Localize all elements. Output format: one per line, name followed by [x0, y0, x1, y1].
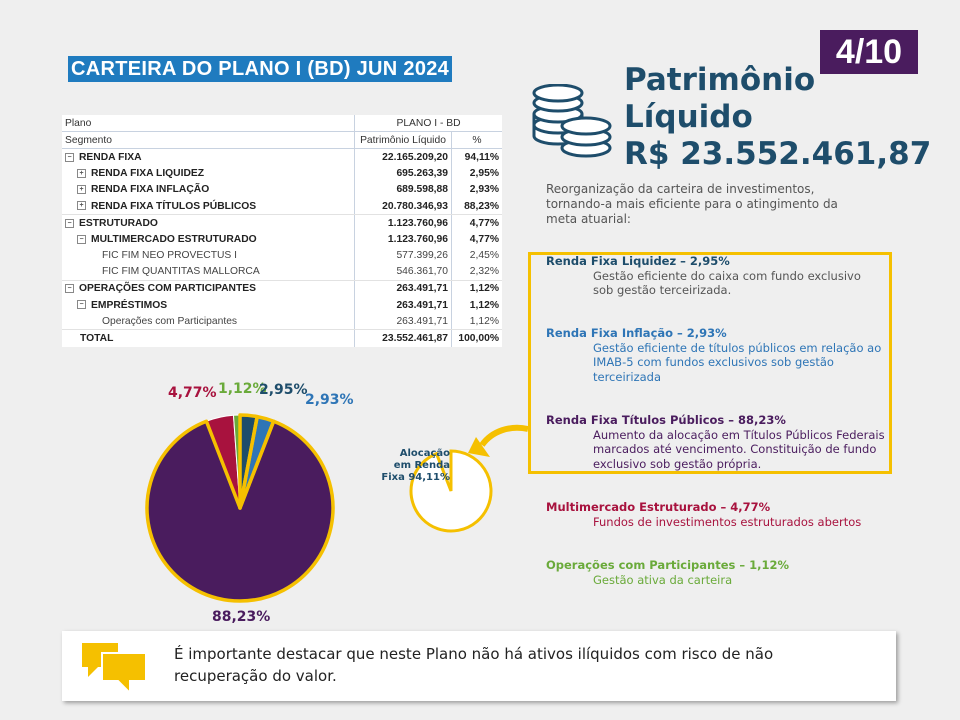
table-row[interactable]: [62, 280, 502, 297]
pie-label-titulos-publicos: 88,23%: [212, 609, 271, 625]
row-label: EMPRÉSTIMOS: [91, 299, 168, 311]
note-callout: [62, 631, 896, 701]
row-label: OPERAÇÕES COM PARTICIPANTES: [79, 283, 256, 295]
item-operacoes-participantes: [546, 558, 892, 587]
allocation-pie-chart: [140, 400, 340, 605]
pie-label-inflacao: 2,93%: [305, 392, 354, 408]
row-label: ESTRUTURADO: [79, 217, 158, 229]
patrimonio-label-1: Patrimônio: [624, 62, 816, 98]
row-value: 23.552.461,87: [355, 330, 452, 347]
row-value: 263.491,71: [355, 280, 452, 297]
table-header-row: [62, 115, 502, 132]
row-pct: 2,93%: [452, 182, 503, 198]
table-header-cell: Patrimônio Líquido: [355, 132, 452, 149]
row-value: 546.361,70: [355, 264, 452, 281]
table-header-row: [62, 132, 502, 149]
row-label: MULTIMERCADO ESTRUTURADO: [91, 233, 257, 245]
table-row[interactable]: [62, 297, 502, 313]
row-value: 695.263,39: [355, 166, 452, 182]
row-label: TOTAL: [80, 333, 114, 345]
item-heading: Operações com Participantes – 1,12%: [546, 558, 790, 572]
row-value: 20.780.346,93: [355, 198, 452, 215]
row-label: Operações com Participantes: [62, 313, 355, 330]
table-header-cell: Segmento: [62, 132, 355, 149]
row-pct: 100,00%: [452, 330, 503, 347]
table-header-cell: %: [452, 132, 503, 149]
patrimonio-label-2: Líquido: [624, 99, 753, 135]
collapse-toggle-icon[interactable]: −: [65, 219, 74, 228]
row-pct: 4,77%: [452, 231, 503, 247]
collapse-toggle-icon[interactable]: −: [65, 284, 74, 293]
row-value: 577.399,26: [355, 248, 452, 264]
row-pct: 1,12%: [452, 297, 503, 313]
row-label: RENDA FIXA LIQUIDEZ: [91, 168, 205, 180]
table-row[interactable]: [62, 248, 502, 264]
row-value: 1.123.760,96: [355, 231, 452, 247]
item-description: Gestão eficiente de títulos públicos em relação ao IMAB-5 com fundos exclusivos sob gestão terceirizada: [593, 340, 882, 384]
table-total-row: [62, 330, 502, 347]
item-description: Gestão ativa da carteira: [593, 572, 733, 587]
table-row[interactable]: [62, 149, 502, 166]
row-label: RENDA FIXA TÍTULOS PÚBLICOS: [91, 200, 257, 212]
item-multimercado: [546, 500, 892, 529]
row-value: 1.123.760,96: [355, 215, 452, 232]
table-header-cell: Plano: [62, 115, 355, 132]
row-value: 22.165.209,20: [355, 149, 452, 166]
coins-icon: [528, 84, 614, 158]
row-pct: 1,12%: [452, 313, 503, 330]
reorganization-text: Reorganização da carteira de investimentos, tornando-a mais eficiente para o atingimento da meta atuarial:: [546, 182, 838, 226]
collapse-toggle-icon[interactable]: −: [65, 153, 74, 162]
table-row[interactable]: [62, 313, 502, 330]
item-description: Aumento da alocação em Títulos Públicos Federais marcados até vencimento. Constituição de fundo exclusivo sob gestão própria.: [593, 427, 885, 471]
note-text: É importante destacar que neste Plano não há ativos ilíquidos com risco de não recuperação do valor.: [174, 645, 774, 685]
item-heading: Renda Fixa Liquidez – 2,95%: [546, 254, 730, 268]
row-value: 689.598,88: [355, 182, 452, 198]
expand-toggle-icon[interactable]: +: [77, 169, 86, 178]
allocation-label: Alocação em Renda Fixa 94,11%: [381, 448, 450, 483]
item-description: Gestão eficiente do caixa com fundo exclusivo sob gestão terceirizada.: [593, 268, 861, 297]
item-renda-fixa-inflacao: [546, 326, 884, 384]
row-label: RENDA FIXA INFLAÇÃO: [91, 184, 210, 196]
page-indicator: 4/10: [820, 30, 918, 74]
item-heading: Renda Fixa Títulos Públicos – 88,23%: [546, 413, 786, 427]
table-row[interactable]: [62, 264, 502, 281]
expand-toggle-icon[interactable]: +: [77, 185, 86, 194]
row-pct: 94,11%: [452, 149, 503, 166]
page-title: CARTEIRA DO PLANO I (BD) JUN 2024: [68, 56, 452, 82]
row-pct: 88,23%: [452, 198, 503, 215]
row-value: 263.491,71: [355, 313, 452, 330]
portfolio-table: [62, 115, 502, 347]
pie-label-multimercado: 4,77%: [168, 385, 217, 401]
row-pct: 2,32%: [452, 264, 503, 281]
table-row[interactable]: [62, 166, 502, 182]
item-renda-fixa-liquidez: [546, 254, 884, 298]
patrimonio-value: R$ 23.552.461,87: [624, 136, 932, 172]
row-pct: 2,95%: [452, 166, 503, 182]
table-row[interactable]: [62, 231, 502, 247]
chat-bubbles-icon: [78, 639, 150, 695]
row-value: 263.491,71: [355, 297, 452, 313]
row-label: RENDA FIXA: [79, 151, 142, 163]
collapse-toggle-icon[interactable]: −: [77, 235, 86, 244]
table-header-cell: PLANO I - BD: [355, 115, 503, 132]
item-description: Fundos de investimentos estruturados abertos: [593, 514, 862, 529]
expand-toggle-icon[interactable]: +: [77, 201, 86, 210]
collapse-toggle-icon[interactable]: −: [77, 300, 86, 309]
pie-label-operacoes: 1,12%: [218, 381, 267, 397]
row-label: FIC FIM NEO PROVECTUS I: [102, 250, 238, 262]
row-pct: 4,77%: [452, 215, 503, 232]
table-row[interactable]: [62, 198, 502, 215]
patrimonio-liquido-heading: [624, 62, 931, 173]
table-row[interactable]: [62, 182, 502, 198]
row-label: FIC FIM QUANTITAS MALLORCA: [62, 264, 355, 281]
table-row[interactable]: [62, 215, 502, 232]
pie-label-liquidez: 2,95%: [259, 382, 308, 398]
row-pct: 1,12%: [452, 280, 503, 297]
item-heading: Renda Fixa Inflação – 2,93%: [546, 326, 727, 340]
row-pct: 2,45%: [452, 248, 503, 264]
item-titulos-publicos: [546, 413, 892, 471]
item-heading: Multimercado Estruturado – 4,77%: [546, 500, 771, 514]
